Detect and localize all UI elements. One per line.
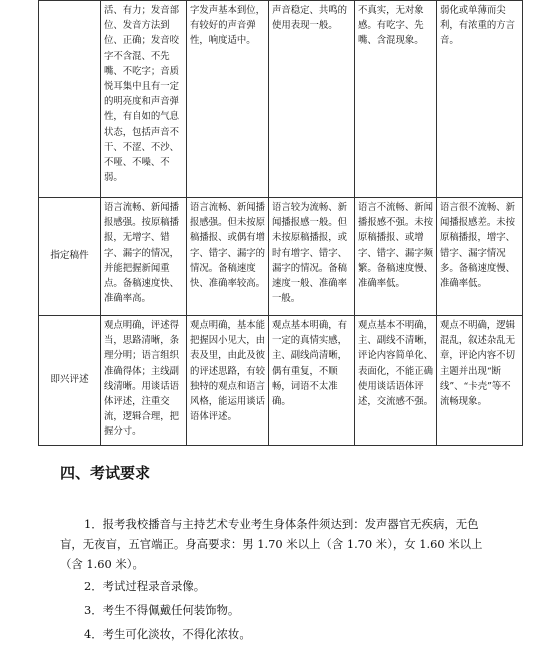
criterion-cell xyxy=(39,1,101,198)
grade-b-cell: 语言流畅、新闻播报感强。但未按原稿播报、或偶有增字、错字、漏字的情况。备稿速度快、准确率较高。 xyxy=(187,198,269,316)
grade-d-cell: 语言不流畅、新闻播报感不强。未按原稿播报、或增字、错字、漏字频繁。备稿速度慢、准确率低。 xyxy=(355,198,437,316)
table-row xyxy=(39,316,523,446)
grade-c-cell: 观点基本明确，有一定的真情实感，主、副线尚清晰，偶有重复，不顺畅，词语不太准确。 xyxy=(269,316,355,446)
table-row xyxy=(39,198,523,316)
grade-e-cell: 观点不明确，逻辑混乱，叙述杂乱无章，评论内容不切主题并出现“断线”、“卡壳”等不流畅现象。 xyxy=(437,316,523,446)
grade-d-cell: 观点基本不明确，主、副线不清晰，评论内容简单化、表面化，不能正确使用谈话语体评述，交流感不强。 xyxy=(355,316,437,446)
requirement-item: 2．考试过程录音录像。 xyxy=(84,579,206,593)
grade-a-cell: 观点明确，评述得当，思路清晰，条理分明；语言组织准确得体；主线副线清晰。用谈话语体评述，注重交流，逻辑合理，把握分寸。 xyxy=(101,316,187,446)
grade-e-cell: 弱化或单薄而尖利，有浓重的方言音。 xyxy=(437,1,523,198)
grade-a-cell: 活、有力；发音部位、发音方法到位、正确；发音咬字不含混、不先嘴、不吃字；音质悦耳集中且有一定的明亮度和声音弹性，有自如的气息状态，包括声音不干、不涩、不沙、不哑、不噪、不弱。 xyxy=(101,1,187,198)
grade-c-cell: 声音稳定、共鸣的使用表现一般。 xyxy=(269,1,355,198)
grade-c-cell: 语言较为流畅、新闻播报感一般。但未按原稿播报，或时有增字、错字、漏字的情况。备稿速度一般、准确率一般。 xyxy=(269,198,355,316)
requirement-item xyxy=(60,514,500,574)
grade-a-cell: 语言流畅、新闻播报感强。按原稿播报，无增字、错字、漏字的情况，并能把握新闻重点。备稿速度快、准确率高。 xyxy=(101,198,187,316)
grade-e-cell: 语言很不流畅、新闻播报感差。未按原稿播报，增字、错字、漏字情况多。备稿速度慢、准确率低。 xyxy=(437,198,523,316)
scoring-rubric-table xyxy=(38,0,523,446)
section-heading: 四、考试要求 xyxy=(60,464,151,482)
criterion-cell: 即兴评述 xyxy=(39,316,101,446)
table-row xyxy=(39,1,523,198)
criterion-cell: 指定稿件 xyxy=(39,198,101,316)
requirement-text: 1．报考我校播音与主持艺术专业考生身体条件须达到：发声器官无疾病，无色盲，无夜盲，五官端正。身高要求：男 1.70 米以上（含 1.70 米），女 1.60 米以上（含 1.60 米）。 xyxy=(60,517,483,571)
requirement-item: 4．考生可化淡妆，不得化浓妆。 xyxy=(84,627,251,641)
requirement-item: 3．考生不得佩戴任何装饰物。 xyxy=(84,603,240,617)
grade-b-cell: 字发声基本到位，有较好的声音弹性，响度适中。 xyxy=(187,1,269,198)
grade-d-cell: 不真实，无对象感。有吃字、先嘴、含混现象。 xyxy=(355,1,437,198)
grade-b-cell: 观点明确，基本能把握因小见大，由表及里，由此及彼的评述思路，有较独特的观点和语言风格，能运用谈话语体评述。 xyxy=(187,316,269,446)
